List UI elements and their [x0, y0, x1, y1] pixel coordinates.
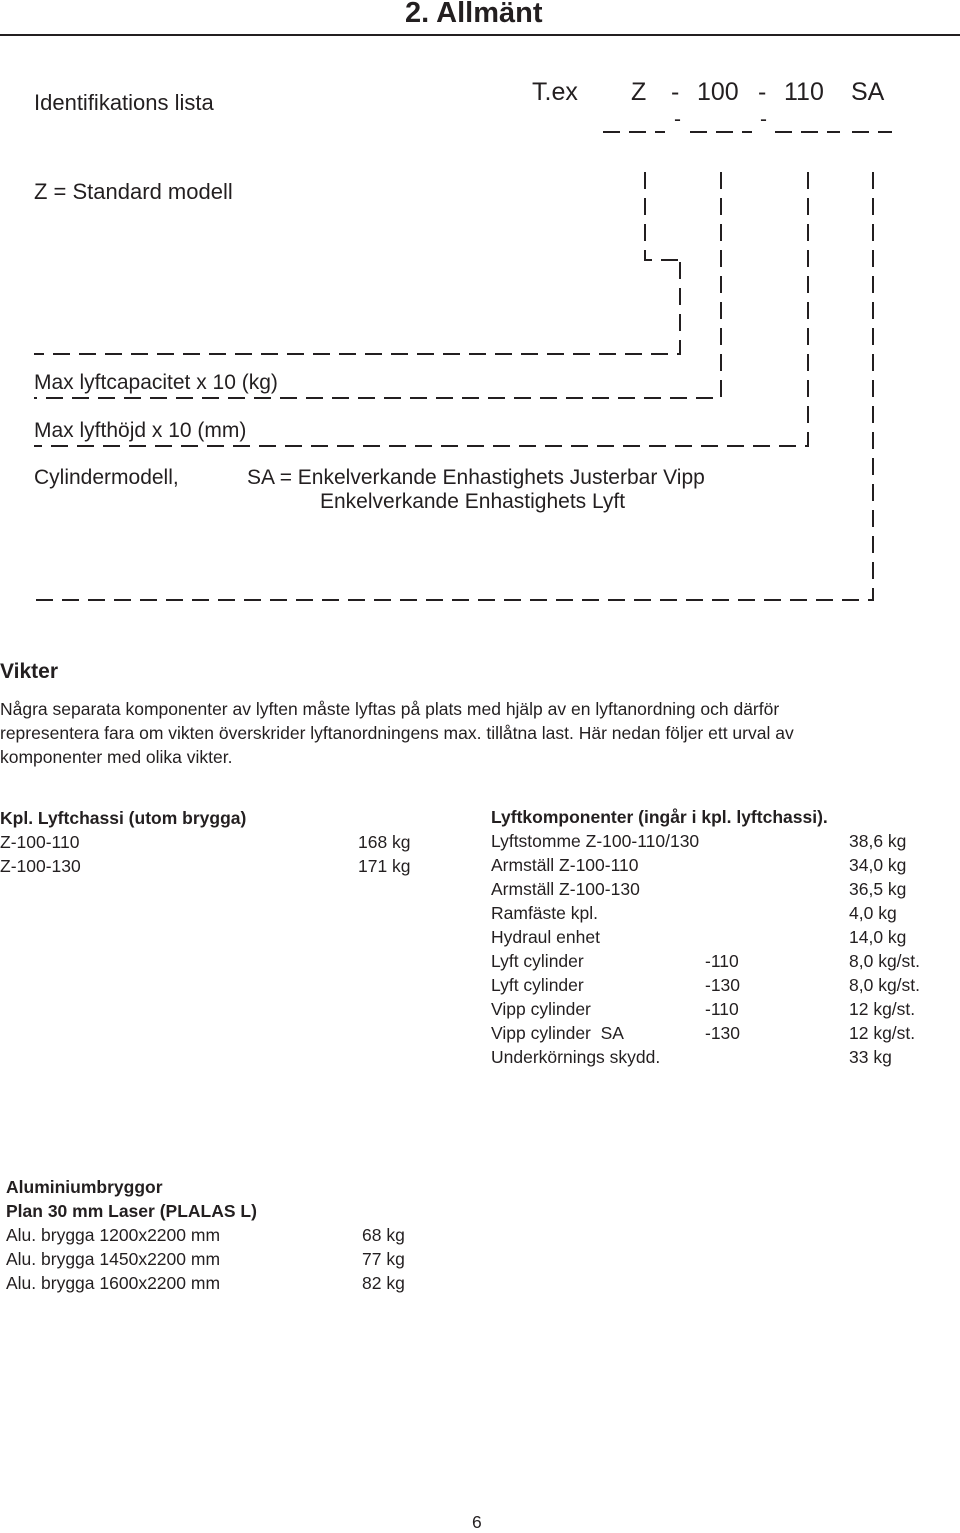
- component-weight: 12 kg/st.: [849, 1023, 916, 1043]
- page-number: 6: [472, 1512, 482, 1532]
- bridge-weight: 77 kg: [362, 1249, 405, 1269]
- component-weight: 8,0 kg/st.: [849, 975, 921, 995]
- example-prefix: T.ex: [532, 78, 578, 106]
- bridge-name: Alu. brygga 1200x2200 mm: [6, 1225, 221, 1245]
- example-model: Z: [631, 78, 647, 106]
- example-separator-2: -: [760, 108, 767, 131]
- component-name: Hydraul enhet: [491, 927, 600, 947]
- component-name: Vipp cylinder: [491, 999, 591, 1019]
- cylinder-model-label: Cylindermodell,: [34, 466, 179, 489]
- example-height: 110: [784, 78, 824, 106]
- component-name: Lyft cylinder: [491, 951, 584, 971]
- standard-model-label: Z = Standard modell: [34, 179, 233, 204]
- example-separator-1: -: [674, 108, 681, 131]
- weights-intro-line-3: komponenter med olika vikter.: [0, 747, 233, 767]
- components-heading: Lyftkomponenter (ingår i kpl. lyftchassi).: [491, 807, 828, 827]
- chassis-row-name: Z-100-130: [0, 856, 81, 876]
- component-weight: 33 kg: [849, 1047, 892, 1067]
- component-variant: -110: [705, 951, 739, 971]
- cylinder-definition-line-2: Enkelverkande Enhastighets Lyft: [320, 490, 626, 513]
- component-name: Armställ Z-100-130: [491, 879, 640, 899]
- max-height-label: Max lyfthöjd x 10 (mm): [34, 419, 247, 442]
- bridge-weight: 82 kg: [362, 1273, 405, 1293]
- example-capacity: 100: [697, 78, 739, 106]
- max-capacity-label: Max lyftcapacitet x 10 (kg): [34, 371, 278, 394]
- component-variant: -110: [705, 999, 739, 1019]
- component-name: Lyft cylinder: [491, 975, 584, 995]
- component-variant: -130: [705, 975, 741, 995]
- bridge-weight: 68 kg: [362, 1225, 405, 1245]
- bridge-name: Alu. brygga 1450x2200 mm: [6, 1249, 221, 1269]
- bridges-subheading: Plan 30 mm Laser (PLALAS L): [6, 1201, 257, 1221]
- component-name: Underkörnings skydd.: [491, 1047, 661, 1067]
- chassis-row-name: Z-100-110: [0, 832, 80, 852]
- component-name: Vipp cylinder SA: [491, 1023, 624, 1043]
- weights-intro-line-1: Några separata komponenter av lyften måste lyftas på plats med hjälp av en lyftanordning och därför: [0, 699, 780, 719]
- component-name: Armställ Z-100-110: [491, 855, 639, 875]
- component-name: Ramfäste kpl.: [491, 903, 598, 923]
- identification-connector-lines: [0, 0, 960, 620]
- component-weight: 8,0 kg/st.: [849, 951, 921, 971]
- identification-label: Identifikations lista: [34, 90, 214, 115]
- component-weight: 4,0 kg: [849, 903, 897, 923]
- chassis-row-weight: 171 kg: [358, 856, 411, 876]
- example-dash-2: -: [758, 78, 767, 106]
- component-weight: 12 kg/st.: [849, 999, 916, 1019]
- component-variant: -130: [705, 1023, 741, 1043]
- bridge-name: Alu. brygga 1600x2200 mm: [6, 1273, 221, 1293]
- chassis-row-weight: 168 kg: [358, 832, 411, 852]
- chassis-heading: Kpl. Lyftchassi (utom brygga): [0, 808, 247, 828]
- component-weight: 38,6 kg: [849, 831, 907, 851]
- component-name: Lyftstomme Z-100-110/130: [491, 831, 700, 851]
- weights-heading: Vikter: [0, 660, 58, 683]
- bridges-heading: Aluminiumbryggor: [6, 1177, 163, 1197]
- page-title: 2. Allmänt: [405, 0, 543, 29]
- weights-intro-line-2: representera fara om vikten överskrider lyftanordningens max. tillåtna last. Här nedan följer ett urval av: [0, 723, 794, 743]
- example-cylinder: SA: [851, 78, 885, 106]
- component-weight: 34,0 kg: [849, 855, 907, 875]
- component-weight: 36,5 kg: [849, 879, 907, 899]
- cylinder-definition: SA = Enkelverkande Enhastighets Justerbar Vipp: [247, 466, 705, 489]
- component-weight: 14,0 kg: [849, 927, 907, 947]
- example-dash-1: -: [671, 78, 680, 106]
